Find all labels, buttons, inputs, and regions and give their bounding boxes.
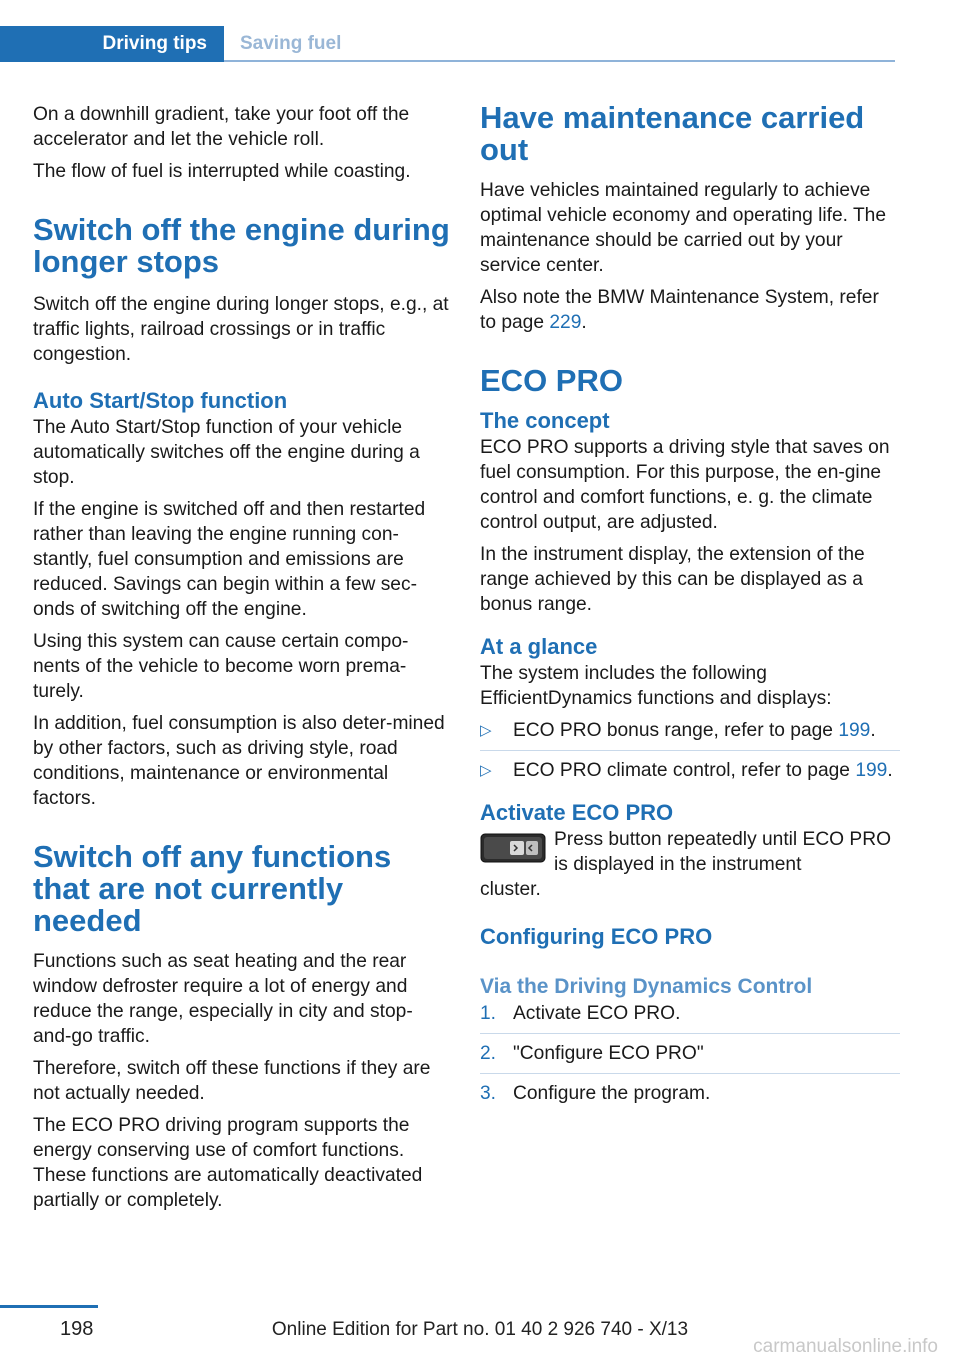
step-item [480,1081,900,1106]
page-link-199[interactable]: 199 [855,760,888,781]
watermark: carmanualsonline.info [753,1336,938,1357]
step-number: 3. [480,1083,497,1104]
maintenance-ref-text: Also note the BMW Maintenance System, refer to page [480,287,879,333]
list-item [480,718,900,743]
maintenance-reference [480,285,900,335]
activate-instruction [480,827,900,903]
subsection-tab[interactable]: Saving fuel [240,33,342,54]
heading-switch-off-functions: Switch off any functions that are not currently needed [33,839,392,938]
driving-dynamics-button-icon [480,833,546,863]
step-text: "Configure ECO PRO" [513,1043,704,1064]
step-text: Configure the program. [513,1083,711,1104]
bullet-marker-icon: ▷ [480,722,492,739]
list-item-end: . [887,760,893,781]
heading-switch-off-engine: Switch off the engine during longer stops [33,212,450,279]
page-header [0,26,895,62]
list-item [480,758,900,783]
maintenance-ref-end: . [581,312,587,333]
step-number: 1. [480,1003,497,1024]
heading-via-driving-dynamics: Via the Driving Dynamics Control [480,975,813,998]
footer-rule [0,1305,98,1308]
heading-configuring-eco-pro: Configuring ECO PRO [480,924,713,949]
right-column [480,102,900,1113]
edition-text: Online Edition for Part no. 01 40 2 926 740 - X/13 [271,1319,689,1340]
concept-paragraph: In the instrument display, the extension of the range achieved by this can be displayed as a bonus range. [480,544,865,615]
heading-auto-start-stop: Auto Start/Stop function [33,388,288,413]
step-item [480,1041,900,1066]
auto-paragraph: In addition, fuel consumption is also deter-mined by other factors, such as driving style, road conditions, maintenance or environmental factors. [33,713,445,809]
activate-text-continued: cluster. [480,879,541,900]
list-item-text: ECO PRO bonus range, refer to page [513,720,839,741]
activate-text: Press button repeatedly until ECO PRO is displayed in the instrument [554,829,892,875]
page-number: 198 [60,1318,94,1340]
heading-eco-pro: ECO PRO [480,363,623,398]
functions-paragraph: Functions such as seat heating and the rear window defroster require a lot of energy and reduce the range, especially in city and stop-and-go traffic. [33,951,413,1047]
functions-paragraph: Therefore, switch off these functions if they are not actually needed. [33,1058,431,1104]
heading-at-a-glance: At a glance [480,634,598,659]
auto-paragraph: If the engine is switched off and then restarted rather than leaving the engine running con-stantly, fuel consumption and emissions are reduced. Savings can begin within a few sec-onds of switching off the engine. [33,499,426,620]
section-tab[interactable]: Driving tips [0,26,224,62]
maintenance-paragraph: Have vehicles maintained regularly to achieve optimal vehicle economy and operating life. The maintenance should be carried out by your service center. [480,180,887,276]
page-link-229[interactable]: 229 [549,312,582,333]
intro-paragraph: On a downhill gradient, take your foot off the accelerator and let the vehicle roll. [33,104,410,150]
heading-activate-eco-pro: Activate ECO PRO [480,800,674,825]
list-item-text: ECO PRO climate control, refer to page [513,760,856,781]
list-divider [480,1073,900,1074]
page-link-199[interactable]: 199 [838,720,871,741]
header-rule [224,60,895,62]
auto-paragraph: The Auto Start/Stop function of your vehicle automatically switches off the engine during a stop. [33,417,420,488]
concept-paragraph: ECO PRO supports a driving style that saves on fuel consumption. For this purpose, the en-gine control and comfort functions, e. g. the climate control output, are adjusted. [480,437,890,533]
bullet-marker-icon: ▷ [480,762,492,779]
list-item-end: . [870,720,876,741]
step-item [480,1001,900,1026]
glance-paragraph: The system includes the following EfficientDynamics functions and displays: [480,663,832,709]
switch-off-paragraph: Switch off the engine during longer stops, e.g., at traffic lights, railroad crossings or in traffic congestion. [33,294,449,365]
list-divider [480,750,900,751]
auto-paragraph: Using this system can cause certain compo-nents of the vehicle to become worn prema-turely. [33,631,409,702]
step-number: 2. [480,1043,497,1064]
intro-paragraph: The flow of fuel is interrupted while coasting. [33,161,411,182]
step-text: Activate ECO PRO. [513,1003,681,1024]
left-column [33,102,451,1220]
heading-concept: The concept [480,408,610,433]
heading-maintenance: Have maintenance carried out [480,100,865,167]
functions-paragraph: The ECO PRO driving program supports the energy conserving use of comfort functions. These functions are automatically deactivated partially or completely. [33,1115,423,1211]
list-divider [480,1033,900,1034]
